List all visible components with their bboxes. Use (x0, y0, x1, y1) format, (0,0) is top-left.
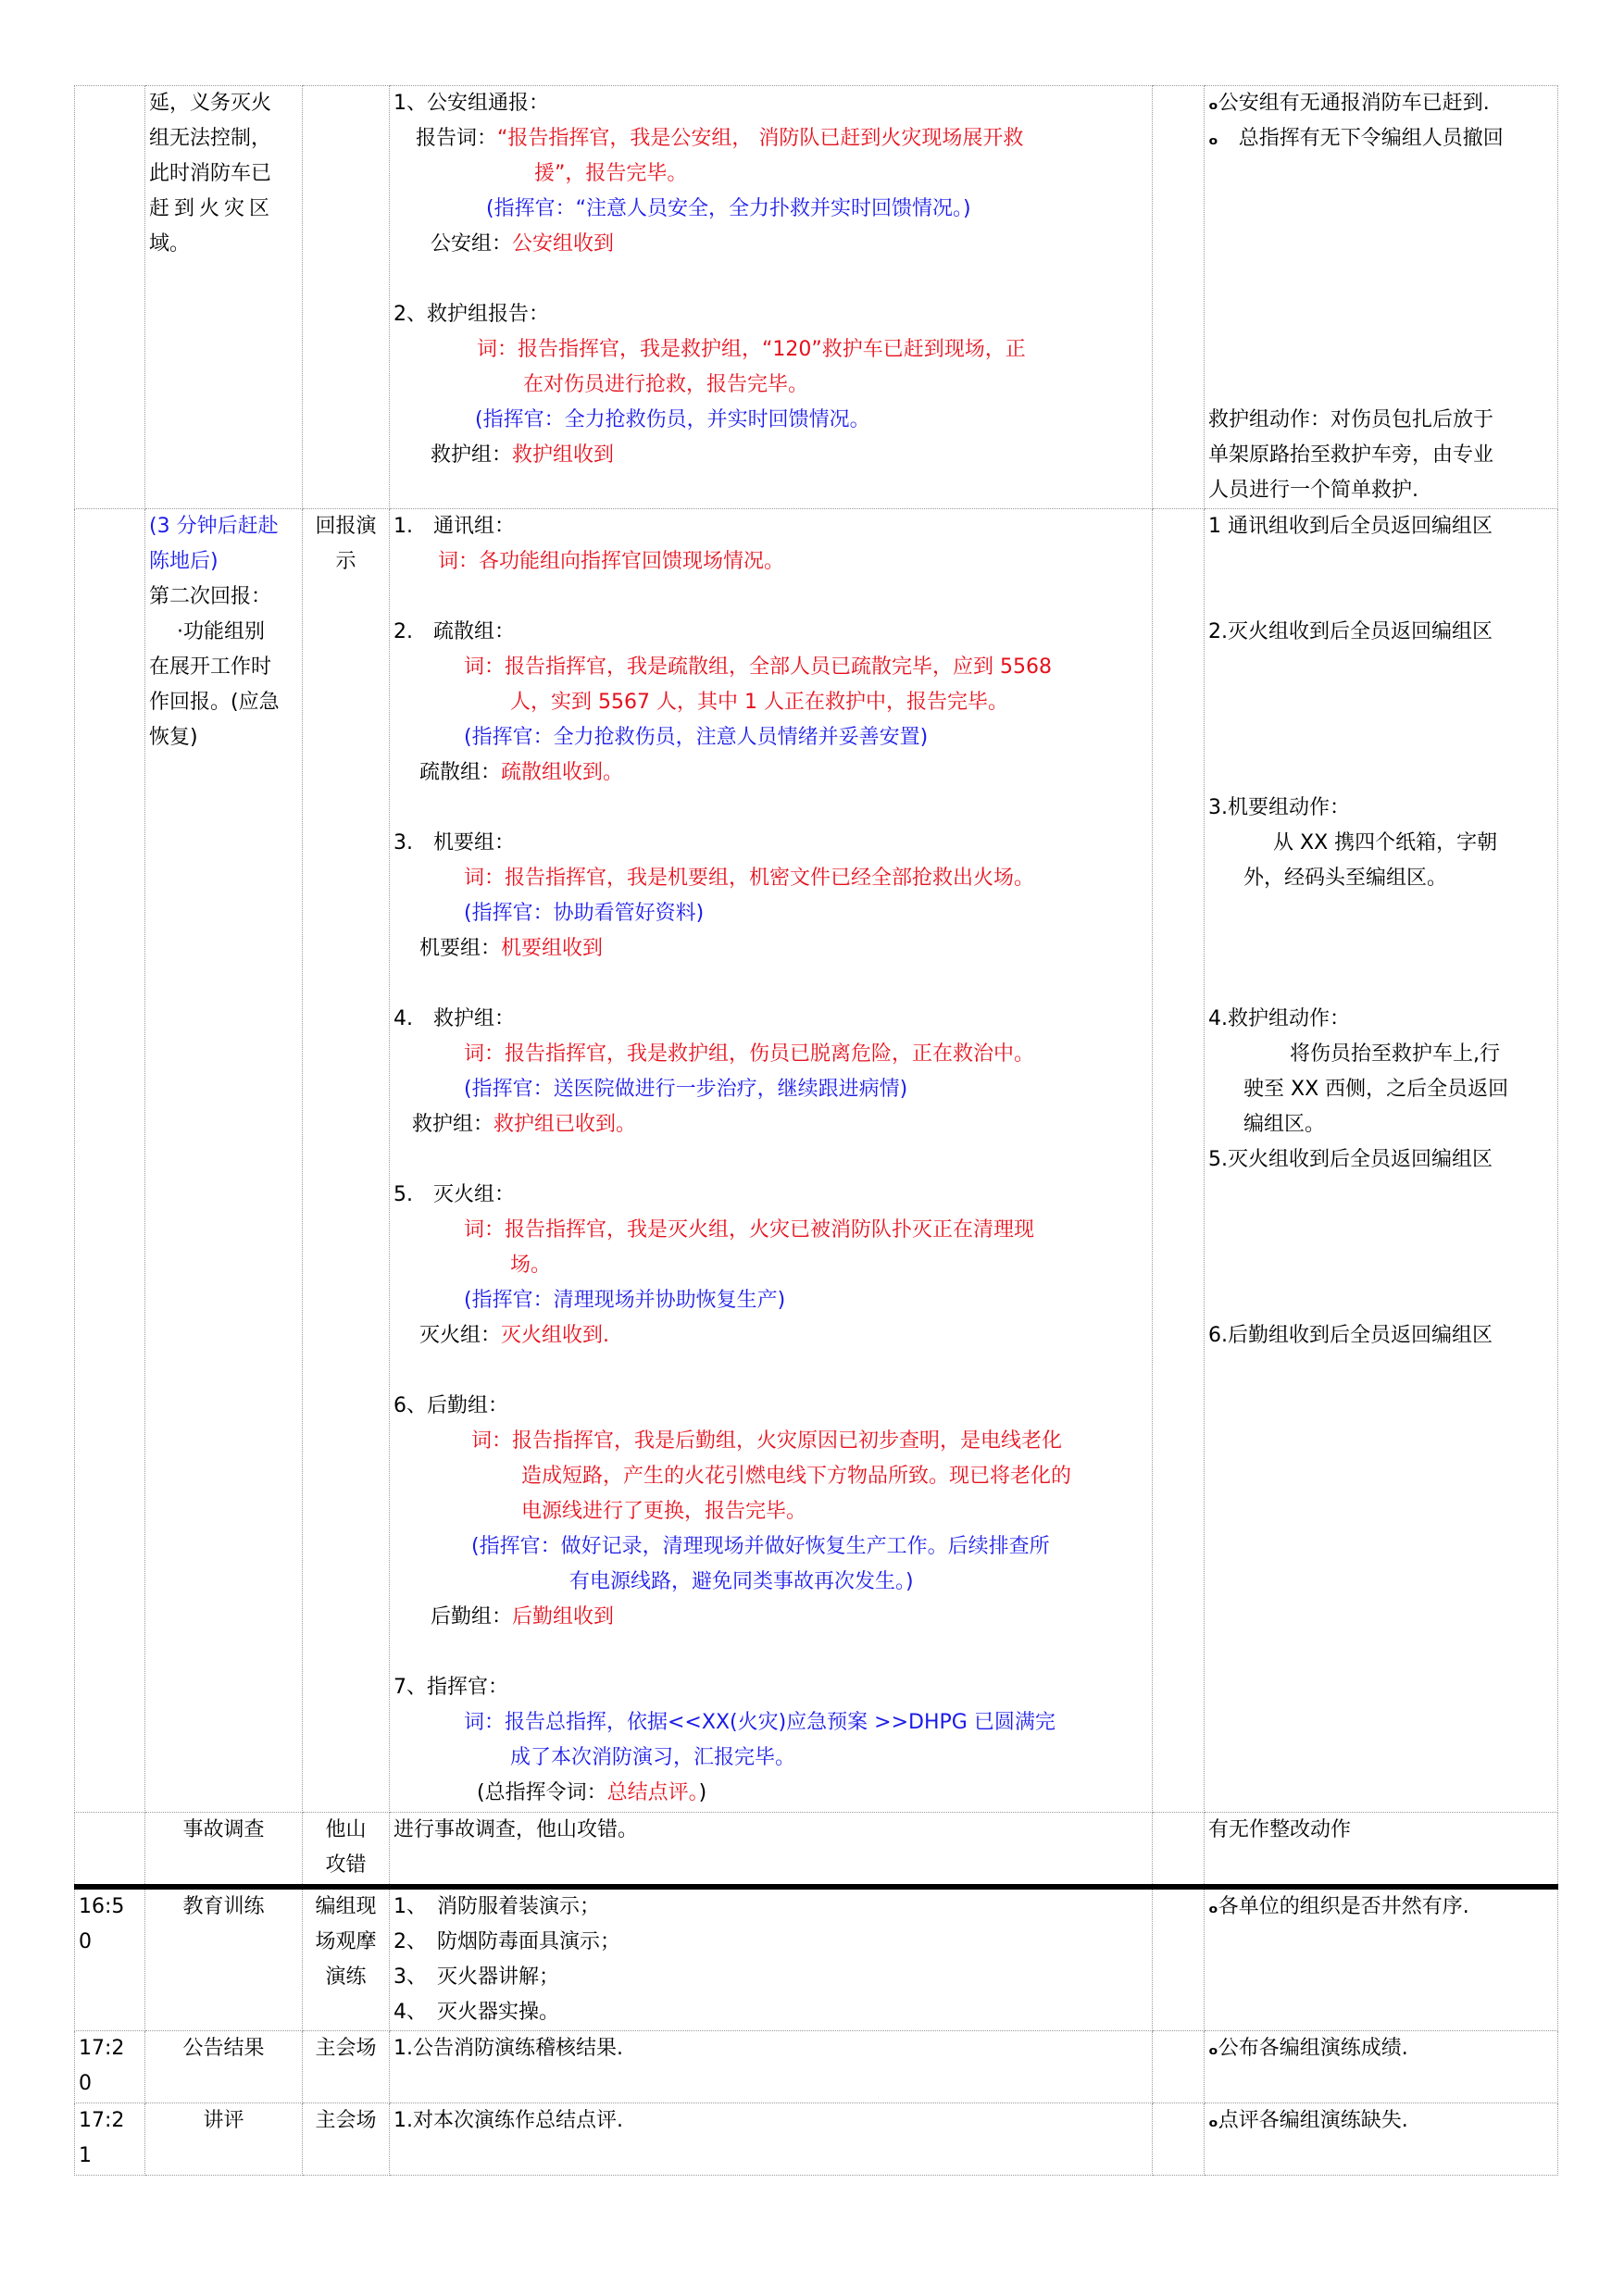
row-education-training (75, 1887, 1558, 2031)
row-review (75, 2103, 1558, 2175)
check-cell: 1 通讯组收到后全员返回编组区 2.灭火组收到后全员返回编组区 3.机要组动作： 从 XX 携四个纸箱，字朝 外，经码头至编组区。 4.救护组动作： 将伤员抬至救护车上,行 驶至 XX 西侧，之后全员返回 编组区。 5.灭火组收到后全员返回编组区 6.后勤组收到后全员返回编组区 (1205, 509, 1558, 1813)
row-announce-results (75, 2030, 1558, 2103)
method-cell (303, 86, 390, 509)
blank-cell (1153, 1813, 1205, 1887)
content-cell: 1、公安组通报： 报告词：“报告指挥官，我是公安组， 消防队已赶到火灾现场展开救 援”，报告完毕。 (指挥官：“注意人员安全，全力扑救并实时回馈情况。) 公安组：公安组收到 2、救护组报告： 词：报告指挥官，我是救护组，“120”救护车已赶到现场，正 在对伤员进行抢救，报告完毕。 (指挥官：全力抢救伤员，并实时回馈情况。 救护组：救护组收到 (390, 86, 1153, 509)
check-cell: 有无作整改动作 (1205, 1813, 1558, 1887)
row-second-report (75, 509, 1558, 1813)
stage-cell: 延，义务灭火 组无法控制， 此时消防车已 赶到火灾区 域。 (145, 86, 303, 509)
content-cell: 进行事故调查，他山攻错。 (390, 1813, 1153, 1887)
check-cell: ₒ公布各编组演练成绩. (1205, 2030, 1558, 2103)
time-cell (75, 1813, 145, 1887)
method-cell: 主会场 (303, 2030, 390, 2103)
item-title: 1、公安组通报： (394, 92, 549, 115)
time-cell: 16:5 0 (75, 1887, 145, 2031)
method-cell: 他山 攻错 (303, 1813, 390, 1887)
stage-cell: 事故调查 (145, 1813, 303, 1887)
method-cell: 回报演 示 (303, 509, 390, 1813)
drill-table (74, 85, 1558, 2176)
blank-cell (1153, 1887, 1205, 2031)
stage-cell: 公告结果 (145, 2030, 303, 2103)
row-accident-investigation (75, 1813, 1558, 1887)
method-cell: 主会场 (303, 2103, 390, 2175)
blank-cell (1153, 509, 1205, 1813)
stage-cell: 讲评 (145, 2103, 303, 2175)
check-cell: ₒ点评各编组演练缺失. (1205, 2103, 1558, 2175)
content-cell: 1.对本次演练作总结点评. (390, 2103, 1153, 2175)
content-cell: 1、 消防服着装演示； 2、 防烟防毒面具演示； 3、 灭火器讲解； 4、 灭火器实操。 (390, 1887, 1153, 2031)
row-fire-truck-arrival (75, 86, 1558, 509)
stage-cell: 教育训练 (145, 1887, 303, 2031)
content-cell: 1.公告消防演练稽核结果. (390, 2030, 1153, 2103)
content-cell: 1. 通讯组： 词：各功能组向指挥官回馈现场情况。 2. 疏散组： 词：报告指挥官，我是疏散组，全部人员已疏散完毕，应到 5568 人，实到 5567 人，其中 1 人正在救护中，报告完毕。 (指挥官：全力抢救伤员，注意人员情绪并妥善安置) 疏散组：疏散组收到。 3. 机要组： 词：报告指挥官，我是机要组，机密文件已经全部抢救出火场。 (指挥官：协助看管好资料) 机要组：机要组收到 4. 救护组： 词：报告指挥官，我是救护组，伤员已脱离危险，正在救治中。 (指挥官：送医院做进行一步治疗，继续跟进病情) 救护组：救护组已收到。 5. 灭火组： 词：报告指挥官，我是灭火组，火灾已被消防队扑灭正在清理现 场。 (指挥官：清理现场并协助恢复生产) 灭火组：灭火组收到. 6、后勤组： 词：报告指挥官，我是后勤组，火灾原因已初步查明，是电线老化 造成短路，产生的火花引燃电线下方物品所致。现已将老化的 电源线进行了更换，报告完毕。 (指挥官：做好记录，清理现场并做好恢复生产工作。后续排查所 有电源线路，避免同类事故再次发生。) 后勤组：后勤组收到 7、指挥官： 词：报告总指挥，依据<<XX(火灾)应急预案 >>DHPG 已圆满完 成了本次消防演习，汇报完毕。 (总指挥令词：总结点评。) (390, 509, 1153, 1813)
time-cell (75, 509, 145, 1813)
blank-cell (1153, 86, 1205, 509)
item-title: 2、救护组报告： (394, 303, 549, 326)
blank-cell (1153, 2030, 1205, 2103)
time-cell (75, 86, 145, 509)
check-cell: ₒ公安组有无通报消防车已赶到. ₒ 总指挥有无下令编组人员撤回 救护组动作：对伤员包扎后放于 单架原路抬至救护车旁，由专业 人员进行一个简单救护. (1205, 86, 1558, 509)
check-cell: ₒ各单位的组织是否井然有序. (1205, 1887, 1558, 2031)
blank-cell (1153, 2103, 1205, 2175)
time-cell: 17:2 1 (75, 2103, 145, 2175)
method-cell: 编组现 场观摩 演练 (303, 1887, 390, 2031)
stage-cell: (3 分钟后赶赴 陈地后) 第二次回报： ·功能组别 在展开工作时 作回报。(应急 恢复) (145, 509, 303, 1813)
time-cell: 17:2 0 (75, 2030, 145, 2103)
